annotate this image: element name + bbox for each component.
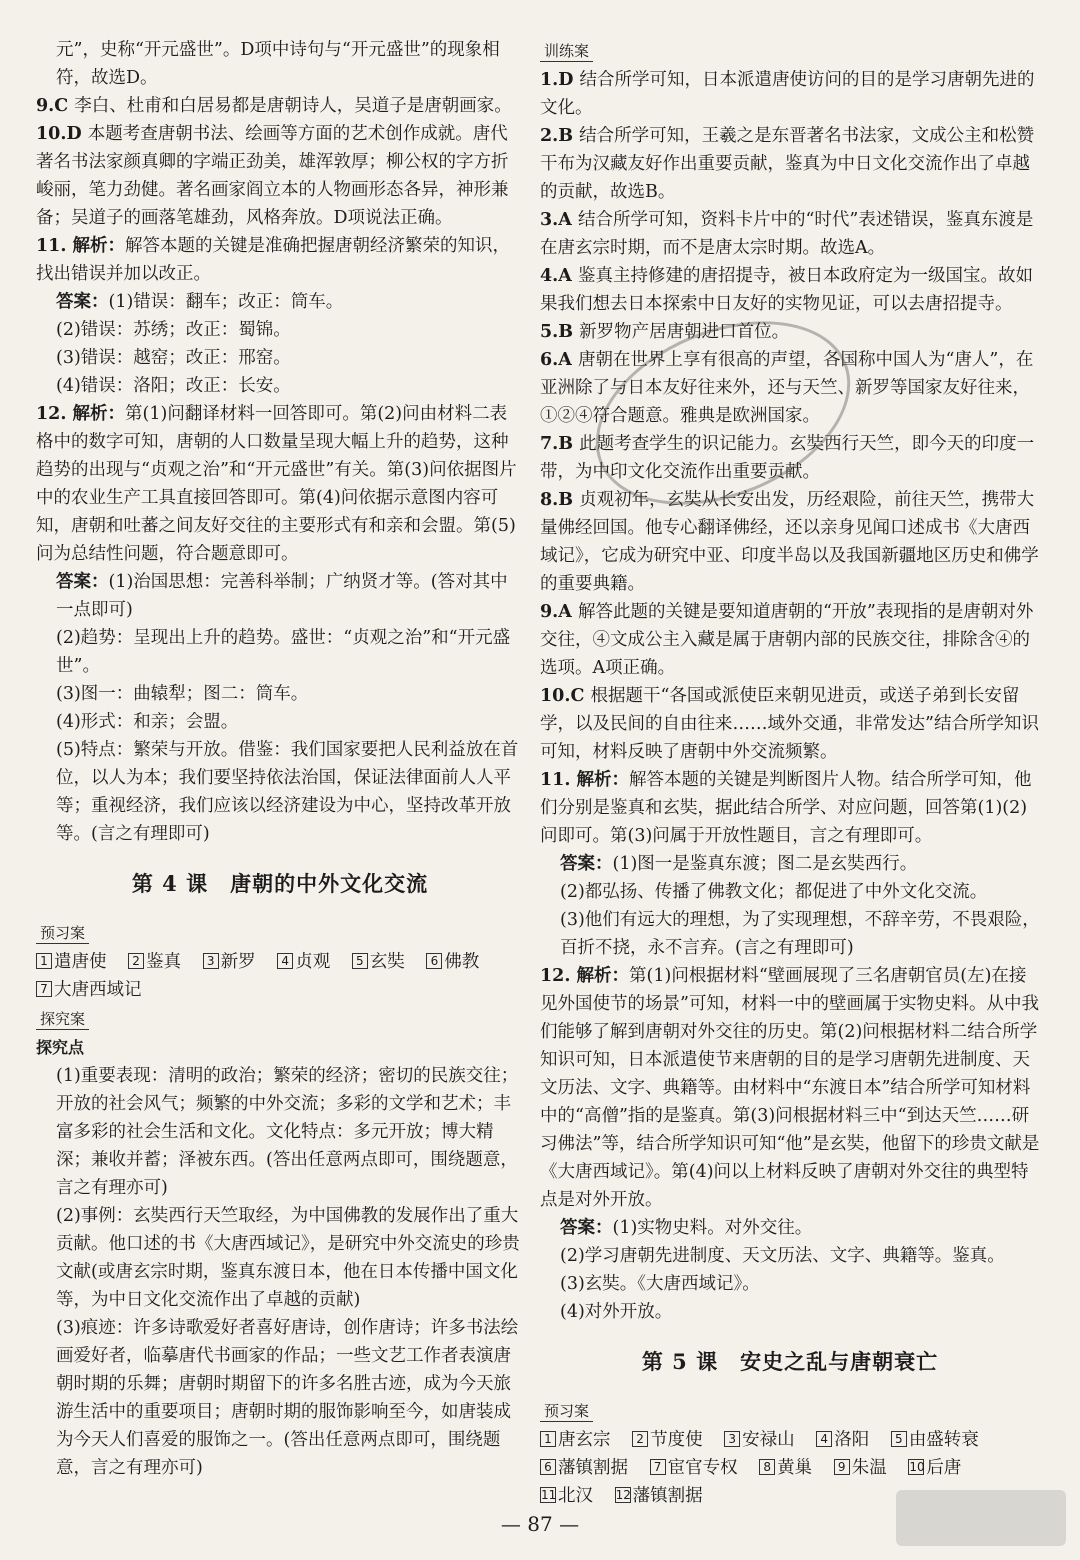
answer-paragraph [36, 316, 524, 344]
explore-point-heading: 探究点 [36, 1038, 85, 1057]
answer-label: 解析： [576, 770, 630, 790]
question-number: 12. [36, 404, 73, 424]
preview-tag: 预习案 [36, 924, 89, 944]
keyword-item [891, 1430, 979, 1450]
keyword-item [650, 1458, 738, 1478]
keyword-item [615, 1486, 703, 1506]
answer-label: 答案： [560, 1218, 613, 1238]
question-number: 10.D [36, 124, 88, 144]
answer-paragraph [540, 598, 1040, 682]
answer-text: 新罗物产居唐朝进口首位。 [579, 322, 790, 342]
keyword-text: 由盛转衰 [908, 1430, 979, 1450]
answer-text: 此题考查学生的识记能力。玄奘西行天竺，即今天的印度一带，为中印文化交流作出重要贡献。 [540, 434, 1035, 482]
keyword-text: 洛阳 [834, 1430, 870, 1450]
keyword-text: 玄奘 [369, 952, 405, 972]
keyword-text: 大唐西域记 [54, 980, 142, 1000]
answer-paragraph [540, 906, 1040, 962]
answer-text: (1)实物史料。对外交往。 [612, 1218, 813, 1238]
answer-text: (3)玄奘。《大唐西域记》。 [560, 1274, 760, 1294]
answer-text: (2)错误：苏绣；改正：蜀锦。 [56, 320, 291, 340]
keyword-text: 安禄山 [742, 1430, 795, 1450]
answer-text: 第(1)问根据材料“壁画展现了三名唐朝官员(左)在接见外国使节的场景”可知，材料一中的壁画属于实物史料。从中我们能够了解到唐朝对外交往的历史。第(2)问根据材料二结合所学知识可知，日本派遣使节来唐朝的目的是学习唐朝先进制度、天文历法、文字、典籍等。由材料中“东渡日本”结合所学可知材料中的“高僧”指的是鉴真。第(3)问根据材料三中“到达天竺……研习佛法”等，结合所学知识可知“他”是玄奘，他留下的珍贵文献是《大唐西域记》。第(4)问以上材料反映了唐朝对外交往的典型特点是对外开放。 [540, 966, 1040, 1210]
page-number: — 87 — [500, 1512, 580, 1536]
answer-text: (4)对外开放。 [560, 1302, 673, 1322]
keyword-number: 4 [816, 1431, 832, 1447]
lesson-5-title: 第 5 课 安史之乱与唐朝衰亡 [641, 1349, 939, 1374]
answer-text: 第(1)问翻译材料一回答即可。第(2)问由材料二表格中的数字可知，唐朝的人口数量呈现大幅上升的趋势，这种趋势的出现与“贞观之治”和“开元盛世”有关。第(3)问依据图片中的农业生产工具直接回答即可。第(4)问依据示意图内容可知，唐朝和吐蕃之间友好交往的主要形式有和亲和会盟。第(5)问为总结性问题，符合题意即可。 [36, 404, 517, 564]
answer-text: (1)错误：翻车；改正：筒车。 [108, 292, 344, 312]
answer-paragraph [540, 682, 1040, 766]
answer-text: 结合所学可知，王羲之是东晋著名书法家，文成公主和松赞干布为汉藏友好作出重要贡献，鉴真为中日文化交流作出了卓越的贡献，故选B。 [540, 126, 1035, 202]
answer-text: (2)都弘扬、传播了佛教文化；都促进了中外文化交流。 [560, 882, 988, 902]
answer-text: 李白、杜甫和白居易都是唐朝诗人，吴道子是唐朝画家。 [74, 96, 512, 116]
answer-paragraph [540, 850, 1040, 878]
keyword-text: 北汉 [558, 1486, 593, 1506]
question-number: 10.C [540, 686, 591, 706]
answer-label: 解析： [72, 236, 126, 256]
explore-blocks [36, 1062, 524, 1482]
keyword-number: 12 [615, 1488, 631, 1502]
keyword-item [724, 1430, 795, 1450]
answer-paragraph [540, 122, 1040, 206]
keyword-item [540, 1486, 593, 1506]
left-answer-blocks [36, 36, 524, 848]
question-number: 2.B [540, 126, 580, 146]
keyword-number: 5 [352, 953, 368, 969]
keyword-number: 9 [834, 1459, 850, 1475]
keyword-text: 贞观 [295, 952, 331, 972]
question-number: 6.A [540, 350, 578, 370]
keyword-text: 后唐 [926, 1458, 962, 1478]
answer-text: 解答本题的关键是准确把握唐朝经济繁荣的知识，找出错误并加以改正。 [36, 236, 511, 284]
keyword-text: 节度使 [650, 1430, 703, 1450]
answer-text: (4)错误：洛阳；改正：长安。 [56, 376, 291, 396]
question-number: 3.A [540, 210, 578, 230]
answer-paragraph [36, 92, 524, 120]
answer-text: (4)形式：和亲；会盟。 [56, 712, 239, 732]
keyword-text: 遣唐使 [54, 952, 107, 972]
answer-label: 答案： [56, 572, 109, 592]
keyword-item [426, 952, 479, 972]
question-number: 1.D [540, 70, 580, 90]
keyword-item [540, 1430, 611, 1450]
answer-paragraph [540, 962, 1040, 1214]
keyword-number: 10 [909, 1460, 925, 1474]
answer-text: (3)图一：曲辕犁；图二：筒车。 [56, 684, 309, 704]
keyword-item [128, 952, 181, 972]
keyword-item [36, 980, 142, 1000]
answer-text: 鉴真主持修建的唐招提寺，被日本政府定为一级国宝。故如果我们想去日本探索中日友好的实物见证，可以去唐招提寺。 [540, 266, 1033, 314]
answer-text: (5)特点：繁荣与开放。借鉴：我们国家要把人民利益放在首位，以人为本；我们要坚持依法治国，保证法律面前人人平等；重视经济，我们应该以经济建设为中心，坚持改革开放等。(言之有理即可) [56, 740, 519, 844]
keyword-text: 藩镇割据 [632, 1486, 703, 1506]
keyword-text: 朱温 [851, 1458, 887, 1478]
answer-label: 解析： [72, 404, 126, 424]
question-number: 7.B [540, 434, 580, 454]
keyword-text: 藩镇割据 [558, 1458, 628, 1478]
answer-paragraph [540, 766, 1040, 850]
training-tag: 训练案 [540, 42, 593, 62]
keyword-number: 7 [36, 981, 52, 997]
answer-text: 解答此题的关键是要知道唐朝的“开放”表现指的是唐朝对外交往，④文成公主入藏是属于唐朝内部的民族交往，排除含④的选项。A项正确。 [540, 602, 1034, 678]
keyword-item [834, 1458, 887, 1478]
answer-paragraph [36, 400, 524, 568]
answer-text: (1)图一是鉴真东渡；图二是玄奘西行。 [612, 854, 918, 874]
answer-paragraph [36, 120, 524, 232]
answer-paragraph [36, 36, 524, 92]
keyword-text: 唐玄宗 [558, 1430, 611, 1450]
keyword-text: 新罗 [220, 952, 256, 972]
keyword-number: 2 [128, 953, 144, 969]
answer-paragraph [540, 486, 1040, 598]
answer-paragraph [36, 288, 524, 316]
right-column [540, 36, 1040, 1510]
answer-label: 答案： [560, 854, 613, 874]
answer-text: (3)他们有远大的理想，为了实现理想，不辞辛劳，不畏艰险，百折不挠，永不言弃。(言之有理即可) [560, 910, 1040, 958]
answer-text: (2)趋势：呈现出上升的趋势。盛世：“贞观之治”和“开元盛世”。 [56, 628, 511, 676]
keyword-number: 3 [724, 1431, 740, 1447]
keyword-item [36, 952, 107, 972]
explore-paragraph: (3)痕迹：许多诗歌爱好者喜好唐诗，创作唐诗；许多书法绘画爱好者，临摹唐代书画家的作品；一些文艺工作者表演唐朝时期的乐舞；唐朝时期留下的许多名胜古迹，成为今天旅游生活中的重要项目；唐朝时期的服饰影响至今，如唐装成为今天人们喜爱的服饰之一。(答出任意两点即可，围绕题意，言之有理亦可) [56, 1318, 519, 1478]
keyword-number: 7 [650, 1459, 666, 1475]
keyword-number: 6 [540, 1459, 556, 1475]
answer-text: 结合所学可知，日本派遣唐使访问的目的是学习唐朝先进的文化。 [540, 70, 1035, 118]
answer-text: 贞观初年，玄奘从长安出发，历经艰险，前往天竺，携带大量佛经回国。他专心翻译佛经，还以亲身见闻口述成书《大唐西域记》，它成为研究中亚、印度半岛以及我国新疆地区历史和佛学的重要典籍。 [540, 490, 1039, 594]
answer-paragraph [36, 708, 524, 736]
question-number: 9.A [540, 602, 578, 622]
explore-paragraph: (1)重要表现：清明的政治；繁荣的经济；密切的民族交往；开放的社会风气；频繁的中外交流；多彩的文学和艺术；丰富多彩的社会生活和文化。文化特点：多元开放；博大精深；兼收并蓄；泽被东西。(答出任意两点即可，围绕题意，言之有理亦可) [56, 1066, 519, 1198]
answer-paragraph [540, 66, 1040, 122]
keyword-item [352, 952, 405, 972]
explore-tag: 探究案 [36, 1010, 89, 1030]
answer-text: 元”，史称“开元盛世”。D项中诗句与“开元盛世”的现象相符，故选D。 [56, 40, 500, 88]
answer-paragraph [540, 206, 1040, 262]
keyword-number: 11 [541, 1488, 557, 1502]
answer-paragraph [540, 1214, 1040, 1242]
keyword-item [540, 1458, 628, 1478]
keyword-item [908, 1458, 961, 1478]
keyword-number: 1 [540, 1431, 556, 1447]
question-number: 11. [540, 770, 577, 790]
keyword-text: 宦官专权 [667, 1458, 738, 1478]
answer-paragraph [36, 232, 524, 288]
question-number: 11. [36, 236, 73, 256]
keyword-text: 鉴真 [146, 952, 182, 972]
answer-paragraph [540, 878, 1040, 906]
keyword-text: 黄巢 [777, 1458, 813, 1478]
question-number: 5.B [540, 322, 580, 342]
question-number: 8.B [540, 490, 580, 510]
lesson-4-title: 第 4 课 唐朝的中外文化交流 [131, 871, 429, 896]
answer-text: 解答本题的关键是判断图片人物。结合所学可知，他们分别是鉴真和玄奘，据此结合所学、对应问题，回答第(1)(2)问即可。第(3)问属于开放性题目，言之有理即可。 [540, 770, 1032, 846]
keyword-number: 8 [759, 1459, 775, 1475]
answer-label: 解析： [576, 966, 630, 986]
answer-label: 答案： [56, 292, 109, 312]
answer-paragraph [36, 736, 524, 848]
keyword-item [816, 1430, 869, 1450]
question-number: 9.C [36, 96, 75, 116]
keyword-number: 4 [277, 953, 293, 969]
keyword-item [632, 1430, 703, 1450]
answer-text: 本题考查唐朝书法、绘画等方面的艺术创作成就。唐代著名书法家颜真卿的字端正劲美，雄浑敦厚；柳公权的字方折峻丽，笔力劲健。著名画家阎立本的人物画形态各异，神形兼备；吴道子的画落笔雄劲，风格奔放。D项说法正确。 [36, 124, 509, 228]
question-number: 4.A [540, 266, 578, 286]
answer-text: (2)学习唐朝先进制度、天文历法、文字、典籍等。鉴真。 [560, 1246, 1005, 1266]
answer-paragraph [36, 680, 524, 708]
answer-text: (3)错误：越窑；改正：邢窑。 [56, 348, 291, 368]
answer-text: 结合所学可知，资料卡片中的“时代”表述错误，鉴真东渡是在唐玄宗时期，而不是唐太宗时期。故选A。 [540, 210, 1034, 258]
answer-text: 根据题干“各国或派使臣来朝见进贡，或送子弟到长安留学，以及民间的自由往来……域外交通，非常发达”结合所学知识可知，材料反映了唐朝中外交流频繁。 [540, 686, 1039, 762]
question-number: 12. [540, 966, 577, 986]
keyword-item [759, 1458, 812, 1478]
answer-paragraph [36, 344, 524, 372]
answer-paragraph [36, 568, 524, 624]
answer-paragraph [540, 1270, 1040, 1298]
answer-paragraph [540, 262, 1040, 318]
answer-text: 唐朝在世界上享有很高的声望，各国称中国人为“唐人”，在亚洲除了与日本友好往来外，还与天竺、新罗等国家友好往来，①②④符合题意。雅典是欧洲国家。 [540, 350, 1034, 426]
keyword-number: 5 [891, 1431, 907, 1447]
preview-tag-2: 预习案 [540, 1402, 593, 1422]
answer-text: (1)治国思想：完善科举制；广纳贤才等。(答对其中一点即可) [56, 572, 508, 620]
preview-keywords [36, 948, 524, 1004]
answer-paragraph [36, 372, 524, 400]
left-column [36, 36, 524, 1482]
keyword-item [277, 952, 330, 972]
keyword-number: 3 [203, 953, 219, 969]
keyword-text: 佛教 [444, 952, 480, 972]
keyword-number: 2 [632, 1431, 648, 1447]
keyword-number: 1 [36, 953, 52, 969]
answer-paragraph [540, 1242, 1040, 1270]
keyword-item [203, 952, 256, 972]
answer-paragraph [36, 624, 524, 680]
keyword-number: 6 [426, 953, 442, 969]
right-answer-blocks [540, 66, 1040, 1326]
explore-paragraph: (2)事例：玄奘西行天竺取经，为中国佛教的发展作出了重大贡献。他口述的书《大唐西域记》，是研究中外交流史的珍贵文献(或唐玄宗时期，鉴真东渡日本，他在日本传播中国文化等，为中日文化交流作出了卓越的贡献) [56, 1206, 520, 1310]
answer-paragraph [540, 1298, 1040, 1326]
